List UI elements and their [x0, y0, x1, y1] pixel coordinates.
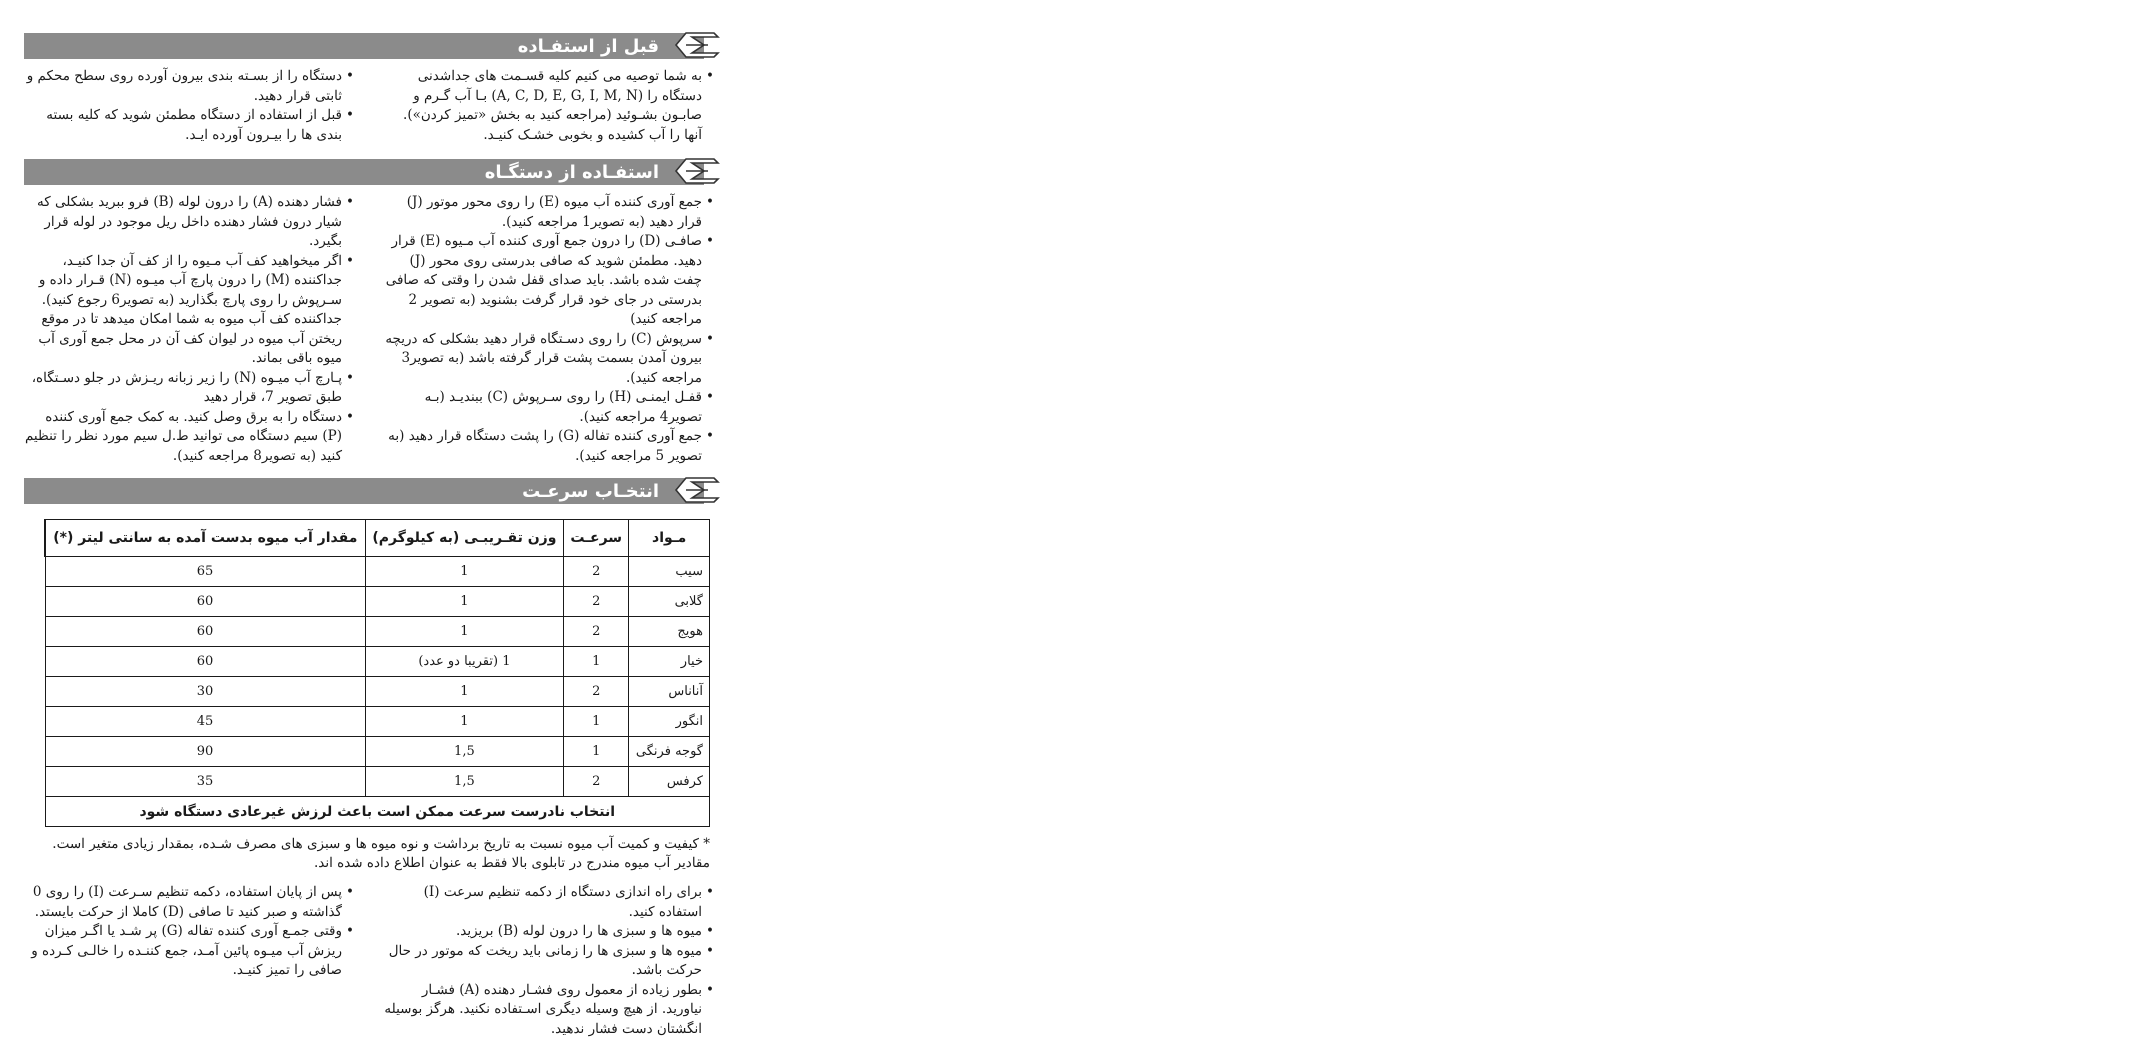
column-left	[24, 883, 354, 1039]
speed-warning: انتخاب نادرست سرعت ممکن است باعث لرزش غیرعادی دستگاه شود	[45, 797, 710, 827]
cell-juice-amount: 60	[45, 587, 365, 617]
list-item: • به شما توصیه می کنیم کلیه قسـمت های جداشدنی دستگاه را (A, C, D, E, G, I, M, N) بـا آب گـرم و صابـون بشـوئید (مراجعه کنید به بخش «تمیز کردن»). آنها را آب کشیده و بخوبی خشـک کنیـد.	[384, 67, 714, 145]
column-header-ingredient: مـواد	[629, 520, 710, 557]
cell-juice-amount: 60	[45, 617, 365, 647]
cell-speed: 2	[564, 677, 629, 707]
list-item: • پـارچ آب میـوه (N) را زیر زبانه ریـزش در جلو دسـتگاه، طبق تصویر 7، قرار دهید	[24, 369, 354, 408]
table-row	[45, 617, 710, 647]
list-item: • برای راه اندازی دستگاه از دکمه تنظیم سرعت (I) استفاده کنید.	[384, 883, 714, 922]
cell-ingredient: انگور	[629, 707, 710, 737]
column-right	[384, 67, 714, 145]
section-body-before-use	[24, 67, 714, 145]
section-header-using	[24, 159, 704, 185]
pointing-arrow-icon	[674, 29, 720, 61]
cell-speed: 1	[564, 647, 629, 677]
list-item: • پس از پایان استفاده، دکمه تنظیم سـرعت (I) را روی 0 گذاشته و صبر کنید تا صافی (D) کاملا از حرکت بایستد.	[24, 883, 354, 922]
list-item: • قفـل ایمنـی (H) را روی سـرپوش (C) ببندیـد (بـه تصویر4 مراجعه کنید).	[384, 388, 714, 427]
list-item: • قبل از استفاده از دستگاه مطمئن شوید که کلیه بسته بندی ها را بیـرون آورده ایـد.	[24, 106, 354, 145]
table-row	[45, 707, 710, 737]
section-body-final	[24, 883, 714, 1039]
cell-weight: 1	[365, 617, 564, 647]
column-header-speed: سرعـت	[564, 520, 629, 557]
column-header-juice-amount: مقدار آب میوه بدست آمده به سانتی لیتر (*)	[45, 520, 365, 557]
list-item: • سرپوش (C) را روی دسـتگاه قرار دهید بشکلی که دریچه بیرون آمدن بسمت پشت قرار گرفته باشد (به تصویر3 مراجعه کنید).	[384, 330, 714, 389]
list-item: • میوه ها و سبزی ها را درون لوله (B) بریزید.	[384, 922, 714, 942]
cell-ingredient: سیب	[629, 557, 710, 587]
cell-ingredient: آناناس	[629, 677, 710, 707]
cell-speed: 2	[564, 587, 629, 617]
cell-juice-amount: 60	[45, 647, 365, 677]
section-header-speed	[24, 478, 704, 504]
table-row	[45, 557, 710, 587]
cell-ingredient: هویج	[629, 617, 710, 647]
pointing-arrow-icon	[674, 474, 720, 506]
cell-speed: 2	[564, 557, 629, 587]
pointing-arrow-icon	[674, 155, 720, 187]
list-item: • میوه ها و سبزی ها را زمانی باید ریخت که موتور در حال حرکت باشد.	[384, 942, 714, 981]
section-title: انتخـاب سرعـت	[522, 481, 704, 502]
cell-weight: 1	[365, 587, 564, 617]
cell-weight: 1	[365, 557, 564, 587]
cell-speed: 2	[564, 617, 629, 647]
column-right	[384, 883, 714, 1039]
table-row	[45, 647, 710, 677]
list-item: • وقتی جمـع آوری کننده تفاله (G) پر شـد یا اگـر میزان ریزش آب میـوه پائین آمـد، جمع کننـده را خالـی کـرده و صافی را تمیز کنیـد.	[24, 922, 354, 981]
list-item: • جمع آوری کننده تفاله (G) را پشت دستگاه قرار دهید (به تصویر 5 مراجعه کنید).	[384, 427, 714, 466]
cell-juice-amount: 35	[45, 767, 365, 797]
section-body-using	[24, 193, 714, 466]
cell-weight: 1	[365, 707, 564, 737]
column-header-weight: وزن تقـریبـی (به کیلوگرم)	[365, 520, 564, 557]
cell-speed: 1	[564, 737, 629, 767]
list-item: • جمع آوری کننده آب میوه (E) را روی محور موتور (J) قرار دهید (به تصویر1 مراجعه کنید).	[384, 193, 714, 232]
list-item: • دستگاه را از بسـته بندی بیرون آورده روی سطح محکم و ثابتی قرار دهید.	[24, 67, 354, 106]
table-row	[45, 737, 710, 767]
cell-ingredient: خیار	[629, 647, 710, 677]
speed-table	[44, 519, 710, 827]
list-item: • بطور زیاده از معمول روی فشـار دهنده (A) فشـار نیاورید. از هیچ وسیله دیگری اسـتفاده نکنید. هرگز بوسیله انگشتان دست فشار ندهید.	[384, 981, 714, 1039]
cell-ingredient: گلابی	[629, 587, 710, 617]
cell-juice-amount: 65	[45, 557, 365, 587]
cell-juice-amount: 90	[45, 737, 365, 767]
column-left	[24, 67, 354, 145]
cell-ingredient: کرفس	[629, 767, 710, 797]
table-row-warning	[45, 797, 710, 827]
cell-ingredient: گوجه فرنگی	[629, 737, 710, 767]
table-row	[45, 677, 710, 707]
cell-juice-amount: 45	[45, 707, 365, 737]
column-left	[24, 193, 354, 466]
cell-weight: 1 (تقریبا دو عدد)	[365, 647, 564, 677]
cell-weight: 1,5	[365, 737, 564, 767]
cell-juice-amount: 30	[45, 677, 365, 707]
document-body	[24, 33, 714, 1039]
cell-weight: 1,5	[365, 767, 564, 797]
list-item: • صافـی (D) را درون جمع آوری کننده آب مـیوه (E) قرار دهید. مطمئن شوید که صافی بدرستی روی محور (J) چفت شده باشد. باید صدای قفل شدن را وقتی که صافی بدرستی در جای خود قرار گرفت بشنوید (به تصویر 2 مراجعه کنید)	[384, 232, 714, 330]
section-header-before-use	[24, 33, 704, 59]
cell-speed: 1	[564, 707, 629, 737]
list-item: • دستگاه را به برق وصل کنید. به کمک جمع آوری کننده (P) سیم دستگاه می توانید ط.ل سیم مورد نظر را تنظیم کنید (به تصویر8 مراجعه کنید).	[24, 408, 354, 467]
cell-speed: 2	[564, 767, 629, 797]
cell-weight: 1	[365, 677, 564, 707]
table-row	[45, 767, 710, 797]
table-row	[45, 587, 710, 617]
table-header-row	[45, 520, 710, 557]
footnote: * کیفیت و کمیت آب میوه نسبت به تاریخ برداشت و نوه میوه ها و سبزی های مصرف شـده، بمقدار زیادی متغیر است. مقادیر آب میوه مندرج در تابلوی بالا فقط به عنوان اطلاع داده شده اند.	[24, 835, 710, 873]
section-title: قبل از استفـاده	[518, 36, 704, 57]
list-item: • فشار دهنده (A) را درون لوله (B) فرو ببرید بشکلی که شیار درون فشار دهنده داخل ریل موجود در لوله قرار بگیرد.	[24, 193, 354, 252]
column-right	[384, 193, 714, 466]
section-title: استفـاده از دستگـاه	[485, 162, 704, 183]
list-item: • اگر میخواهید کف آب مـیوه را از کف آن جدا کنیـد، جداکننده (M) را درون پارچ آب میـوه (N) قـرار داده و سـرپوش را روی پارچ بگذارید (به تصویر6 رجوع کنید). جداکننده کف آب میوه به شما امکان میدهد تا در موقع ریختن آب میوه در لیوان کف آن در محل جمع آوری آب میوه باقی بماند.	[24, 252, 354, 369]
